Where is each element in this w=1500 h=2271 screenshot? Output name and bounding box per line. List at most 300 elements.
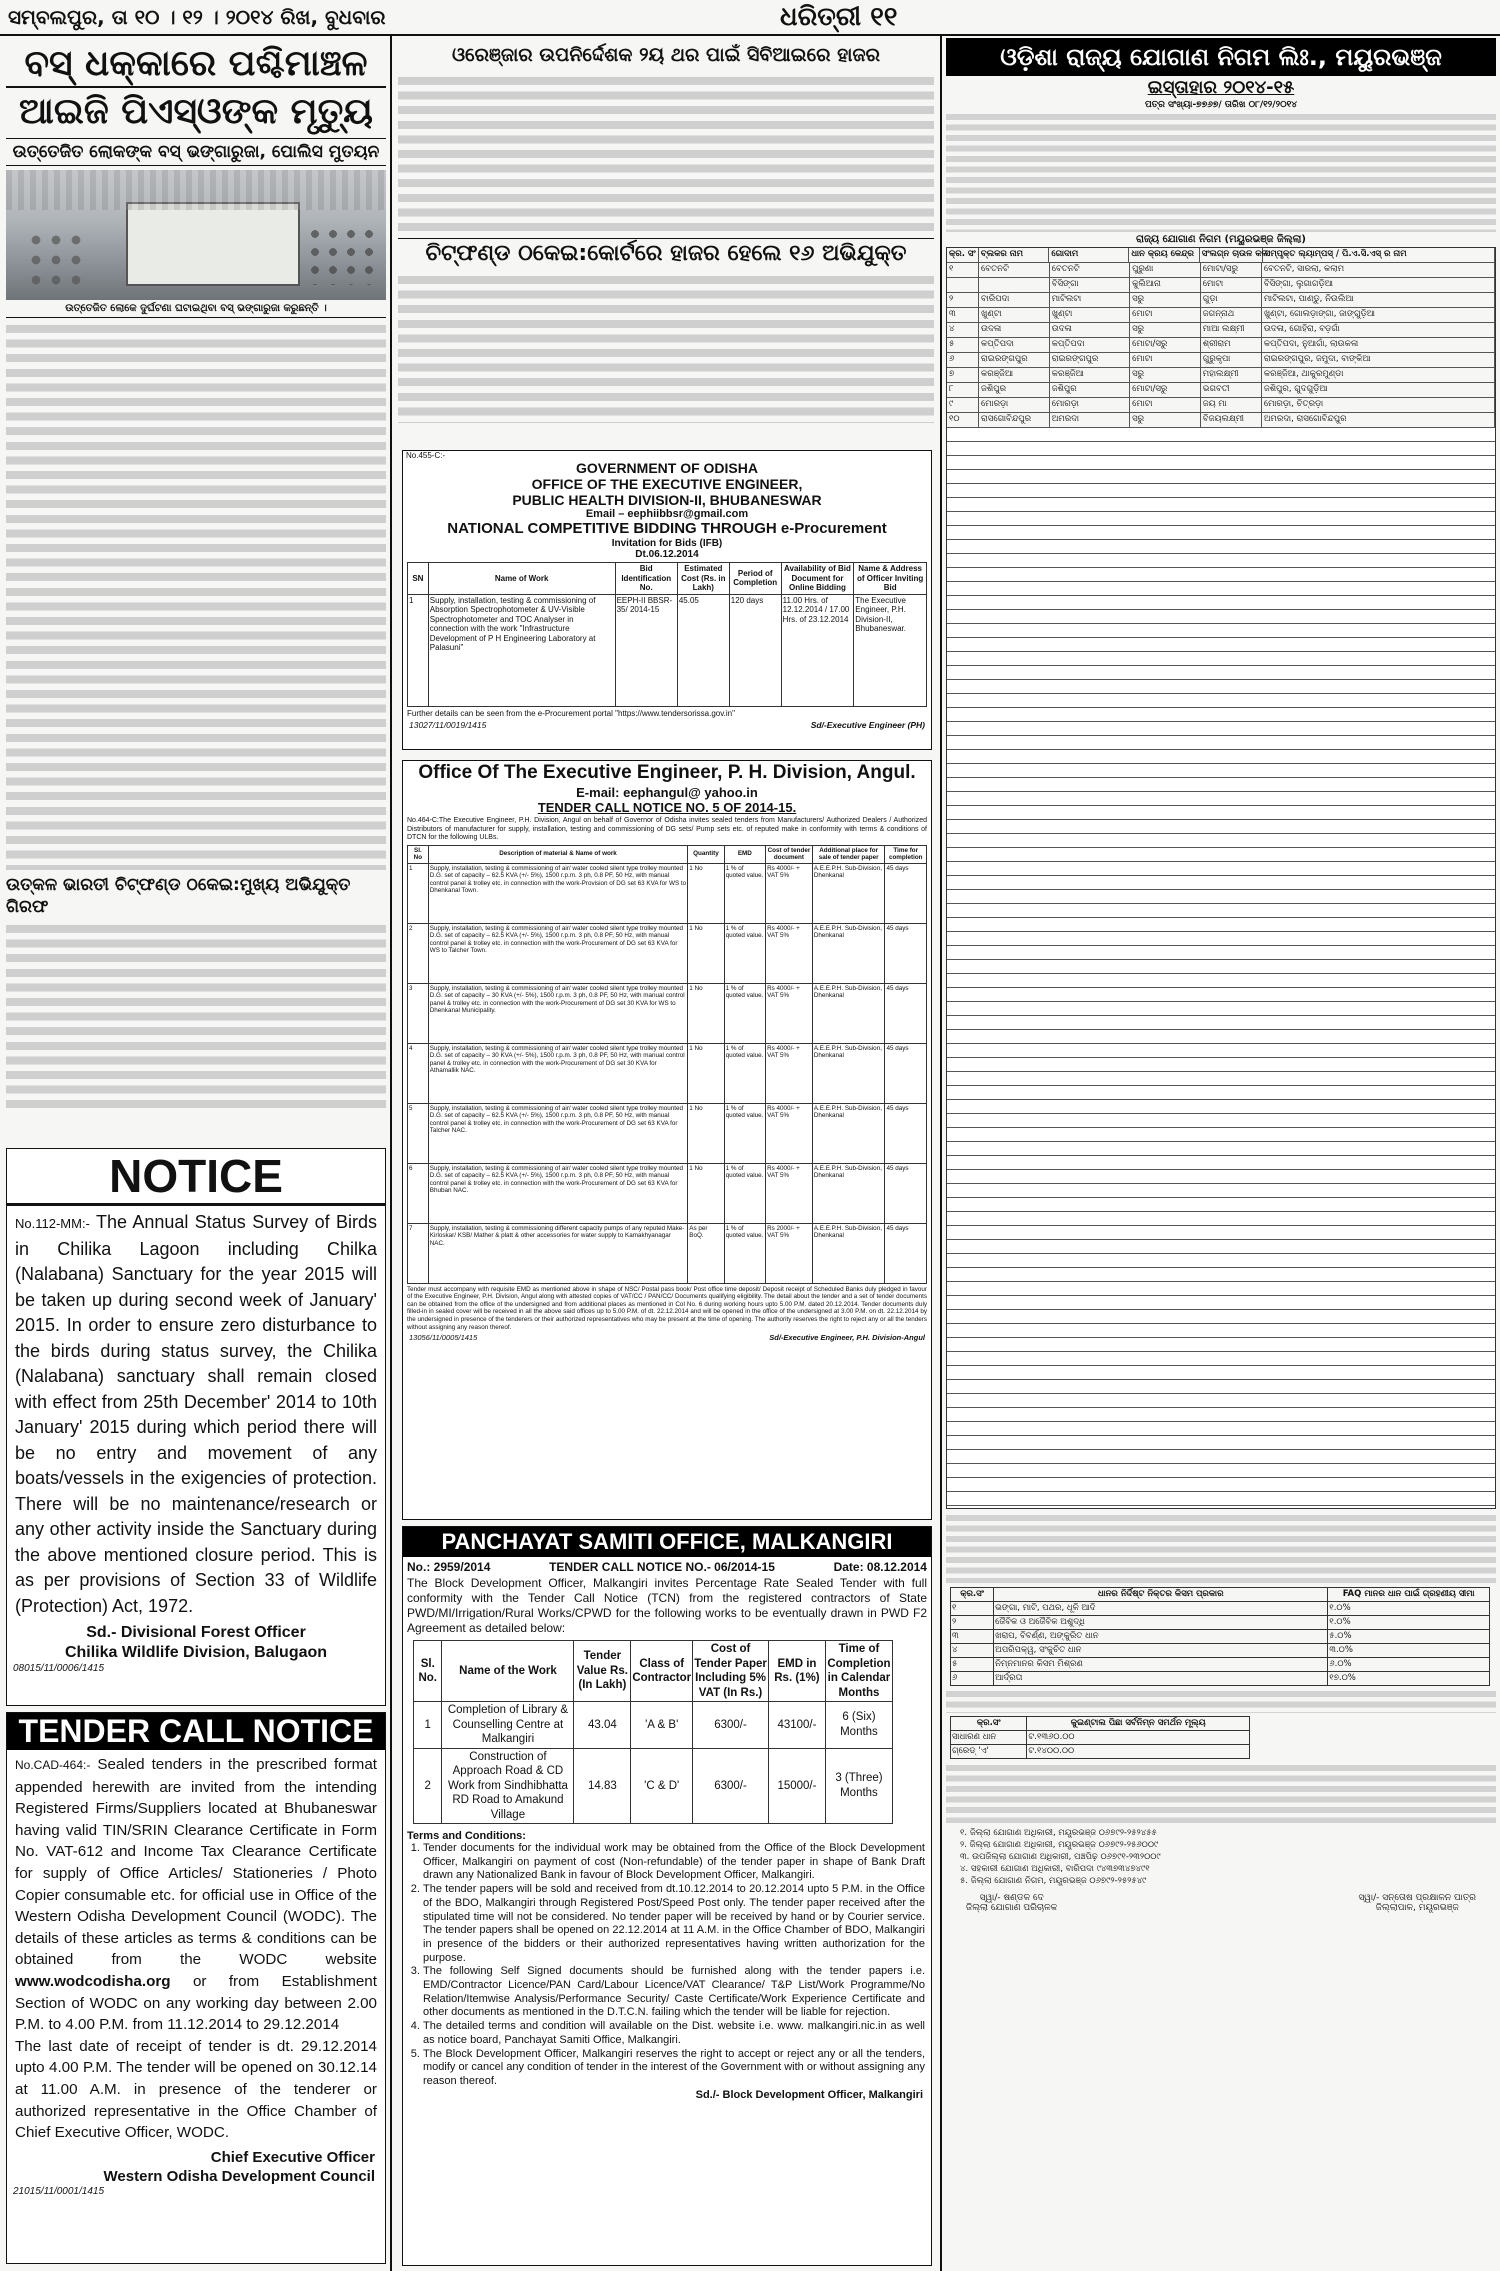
ifb-line-1: GOVERNMENT OF ODISHA [575,460,758,476]
osc-cell: ମୋଟା/ସରୁ [1130,383,1201,397]
angul-cell: Supply, installation, testing & commissioning of air/ water cooled silent type trolley mounted D.G. set of capacity – 62.5 KVA (+/- 5%), 1500 r.p.m. 3 ph, 0.8 PF, 50 Hz, with manual control panel & trolley etc. in connection with the work-Procurement of DG set 63 KVA for WS to Talcher Town. [428,923,688,983]
ifb-cell: Supply, installation, testing & commissioning of Absorption Spectrophotometer & UV-Visible Spectrophotometer and TOC Analyser in connection with the work "Infrastructure Development of P H Engineering Laboratory at Palasuni" [428,594,615,706]
news-photo-bus [6,170,386,300]
angul-cell: Rs 4000/- + VAT 5% [766,863,813,923]
angul-cell: Supply, installation, testing & commissioning different capacity pumps of any reputed Make- Kirloskar/ KSB/ Mather & platt & other accessories for water supply to Kamakhyanagar NAC. [428,1223,688,1283]
osc-cell: କରଞ୍ଜିଆ [1050,368,1130,382]
col2-headline-1: ଓରେଞ୍ଜାର ଉପନିର୍ଦ୍ଦେଶକ ୨ୟ ଥର ପାଇଁ ସିବିଆଇରେ ହାଜର [451,44,881,66]
column-rule [390,36,392,2271]
rate-cell: ୧.୦% [1328,1602,1490,1616]
rate-cell: ନିମ୍ନମାନର କିସମ ମିଶ୍ରଣ [994,1658,1328,1672]
osc-cell: ସରୁ [1130,293,1201,307]
list-item: ୧. ଜିଲ୍ଲା ଯୋଗାଣ ଅଧିକାରୀ, ମୟୂରଭଞ୍ଜ ୦୬୭୯୨-୨୫୨୪୫୫ [960,1828,1157,1838]
angul-cell: 1 % of quoted value. [724,983,766,1043]
table-row [951,1644,1490,1658]
tender-call-box [6,1712,386,2264]
table-row [408,1043,927,1103]
panchayat-table [413,1640,893,1824]
osc-cell: ୧ [947,263,979,277]
angul-intro: No.464-C:The Executive Engineer, P.H. Division, Angul on behalf of Governor of Odisha invites sealed tenders from Manufacturers/ Authorized Dealers / Authorized Distributors of manufacturer for supply, installation, testing and commissioning of DG sets/ Pump sets etc. of reputed make in conformity with terms & conditions of DTCN for the following ULBs. [407,817,927,841]
panchayat-header-cell: Time of Completion in Calendar Months [825,1641,892,1702]
osc-cell: ଧାନ କ୍ରୟ କେନ୍ଦ୍ର [1129,248,1199,262]
rate-cell: ଭଙ୍ଗା, ମାଟି, ପଥର, ଧୂଳି ଆଦି [994,1602,1328,1616]
panchayat-tender-box [402,1526,932,2266]
col1-headline-2: ଆଇଜି ପିଏସ୍‌ଓଙ୍କ ମୃତ୍ୟୁ [19,91,373,132]
angul-cell: A.E.E.P.H. Sub-Division, Dhenkanal [812,923,885,983]
osc-table-title: ରାଜ୍ୟ ଯୋଗାଣ ନିଗମ (ମୟୁରଭଞ୍ଜ ଜିଲ୍ଲା) [1136,234,1306,245]
osc-centre-table [946,247,1496,1509]
ifb-subtitle: Invitation for Bids (IFB) [611,538,723,549]
angul-cell: As per BoQ. [688,1223,724,1283]
angul-cell: 1 No [688,1163,724,1223]
osc-cell: ରାସଗୋବିନ୍ଦପୁର [979,413,1050,427]
table-row [947,413,1495,428]
panchayat-header-cell: Name of the Work [442,1641,574,1702]
ifb-table [407,562,927,707]
osc-cell: ଗୋଦାମ [1049,248,1129,262]
ifb-cell: EEPH-II BBSR-35/ 2014-15 [615,594,677,706]
angul-header-cell: Cost of tender document [766,845,813,863]
list-item: 3. The following Self Signed documents should be furnished along with the tender papers i.e. EMD/Contractor Licence/PAN Card/Labour Licence/VAT Clearance/ T&P List/Work Programme/No Relation/Itemwise Analysis/Performance Security/ Caste Certificate/Work Experience Certificate and other documents as mentioned in the D.T.C.N. failing which the tender will be liable for rejection. [423,1965,925,2020]
panchayat-cell: 3 (Three) Months [825,1748,892,1824]
angul-cell: 1 % of quoted value. [724,1043,766,1103]
ifb-title: NATIONAL COMPETITIVE BIDDING THROUGH e-Procurement [447,520,887,537]
osc-cell: ଅମରଦା [1050,413,1130,427]
column-rule [940,36,942,2271]
osc-cell: ସରୁ [1130,323,1201,337]
osc-cell: ରାଇରଙ୍ଗପୁର, ଜମୁଦା, ବାଙ୍କିଆ [1262,353,1495,367]
osc-cell: ବିଜୟଲକ୍ଷ୍ମୀ [1201,413,1262,427]
table-row [408,1223,927,1283]
osc-cell: ବାରିପଦା [979,293,1050,307]
panchayat-title: PANCHAYAT SAMITI OFFICE, MALKANGIRI [403,1527,931,1557]
angul-cell: Supply, installation, testing & commissioning of air/ water cooled silent type trolley mounted D.G. set of capacity – 62.5 KVA (+/- 5%), 1500 r.p.m. 3 ph, 0.8 PF, 50 Hz, with manual control panel & trolley etc. in connection with the work-Provision of DG set 63 KVA for WS to Dhenkanal Town. [428,863,688,923]
osc-cell: ସରୁ [1130,368,1201,382]
table-row [947,383,1495,398]
angul-cell: 45 days [885,923,927,983]
table-row [414,1748,893,1824]
angul-cell: 1 % of quoted value. [724,1223,766,1283]
rate-cell: ୪ [951,1644,994,1658]
list-item: 1. Tender documents for the individual work may be obtained from the Office of the Block Development Officer, Malkangiri on payment of cost (Non-refundable) of the tender paper in shape of Bank Draft drawn any Nationalized Bank in favour of Block Development Officer, Malkangiri. [423,1842,925,1883]
osc-cell: ମୋରଡ଼ା [1050,398,1130,412]
angul-cell: Supply, installation, testing & commissioning of air/ water cooled silent type trolley mounted D.G. set of capacity – 30 KVA (+/- 5%), 1500 r.p.m. 3 ph, 0.8 PF, 50 Hz, with manual control panel & trolley etc. in connection with the work-Procurement of DG set 30 KVA for WS to Dhenkanal Municipality. [428,983,688,1043]
panchayat-letter-no: No.: 2959/2014 [407,1560,491,1574]
osc-cell: ଉଦଳା [979,323,1050,337]
osc-cell: ୧୦ [947,413,979,427]
angul-header-cell: Additional place for sale of tender paper [812,845,885,863]
panchayat-terms-list [403,1842,931,2089]
angul-cell: 1 No [688,923,724,983]
rate-header-cell: FAQ ମାନର ଧାନ ପାଇଁ ଗ୍ରହଣୀୟ ସୀମା [1328,1588,1490,1602]
panchayat-cell: 'A & B' [631,1702,693,1749]
ifb-box [402,450,932,750]
ifb-email: Email – eephiibbsr@gmail.com [585,508,749,520]
angul-header-cell: Sl. No [408,845,429,863]
panchayat-header-cell: Sl. No. [414,1641,442,1702]
angul-cell: A.E.E.P.H. Sub-Division, Dhenkanal [812,863,885,923]
col1-article-text [6,322,386,870]
angul-title: Office Of The Executive Engineer, P. H. Division, Angul. [418,762,916,783]
osc-notice [946,38,1496,2268]
table-row [947,353,1495,368]
osc-cell: କ୍ର. ସଂ [947,248,979,262]
angul-cell: Supply, installation, testing & commissioning of air/ water cooled silent type trolley mounted D.G. set of capacity – 30 KVA (+/- 5%), 1500 r.p.m. 3 ph, 0.8 PF, 50 Hz, with manual control panel & trolley etc. in connection with the work-Procurement of DG set 30 KVA for Athamallik NAC. [428,1043,688,1103]
ifb-code-top: No.455-C:- [406,451,446,460]
panchayat-header-cell: Class of Contractor [631,1641,693,1702]
angul-cell: Rs 2000/- + VAT 5% [766,1223,813,1283]
rate-cell: ୧୭.୦% [1328,1672,1490,1686]
notice-ref: No.112-MM:- [15,1216,90,1231]
ifb-cell: The Executive Engineer, P.H. Division-II, Bhubaneswar. [854,594,927,706]
osc-subtitle: ଇସ୍ତାହାର ୨୦୧୪-୧୫ [1147,77,1295,98]
list-item: 4. The detailed terms and condition will available on the Dist. website i.e. www. malkangiri.nic.in as well as notice board, Panchayat Samiti Office, Malkangiri. [423,2020,925,2047]
osc-cell: ୫ [947,338,979,352]
osc-mid-text [946,1513,1496,1583]
page-header [0,0,1500,36]
panchayat-header-cell: Cost of Tender Paper Including 5% VAT (In Rs.) [693,1641,769,1702]
ifb-footnote: Further details can be seen from the e-Procurement portal "https://www.tendersorissa.gov.in" [407,708,735,718]
col1-headline-1: ବସ୍ ଧକ୍କାରେ ପଶ୍ଚିମାଞ୍ଚଳ [6,42,386,88]
msp-header-cell: କ୍ର.ସଂ [951,1717,1027,1731]
osc-contacts [946,1827,1496,1887]
osc-cell: ଜଶିପୁର [1050,383,1130,397]
list-item: ୩. ଉପଜିଲ୍ଲା ଯୋଗାଣ ଅଧିକାରୀ, ପଞ୍ଚପିଢ଼ ୦୬୭୯୧-୨୩୨୦୦୯ [960,1852,1161,1862]
osc-cell: ଖୁଣ୍ଟା [979,308,1050,322]
osc-ref: ପତ୍ର ସଂଖ୍ୟା-୭୭୬୭/ ତାରିଖ ୦୮/୧୨/୨୦୧୪ [1144,100,1298,110]
angul-cell: Rs 4000/- + VAT 5% [766,1043,813,1103]
osc-cell: ଜଶିପୁର, ଗୁଦଗୁଡ଼ିଆ [1262,383,1495,397]
angul-notice-no: TENDER CALL NOTICE NO. 5 OF 2014-15. [537,800,797,815]
osc-cell: ଶ୍ରୀରାମ [1201,338,1262,352]
ifb-header-cell: Period of Completion [729,563,781,595]
table-row [408,923,927,983]
rate-cell: ୩.୦% [1328,1644,1490,1658]
osc-cell: ଜଗନ୍ନାଥ [1201,308,1262,322]
ifb-cell: 120 days [729,594,781,706]
table-row [408,1163,927,1223]
panchayat-header-cell: EMD in Rs. (1%) [768,1641,825,1702]
table-row [951,1616,1490,1630]
ifb-header-cell: Name & Address of Officer Inviting Bid [854,563,927,595]
panchayat-cell: 6300/- [693,1702,769,1749]
angul-sign: Sd/-Executive Engineer, P.H. Division-Angul [769,1333,925,1343]
angul-cell: 1 % of quoted value. [724,1163,766,1223]
osc-sign-right-2: ଜିଲ୍ଲାପାଳ, ମୟୂରଭଞ୍ଜ [1375,1903,1459,1913]
notice-body-text: The Annual Status Survey of Birds in Chilika Lagoon including Chilka (Nalabana) Sanctuary for the year 2015 will be taken up during second week of January' 2015. In order to ensure zero disturbance to the birds during status survey, the Chilika (Nalabana) sanctuary shall remain closed with effect from 25th December' 2014 to 10th January' 2015 during which period there will be no entry and movement of any boats/vessels in the exigencies of protection. There will be no maintenance/research or any other activity inside the Sanctuary during the above mentioned closure period. This is as per provisions of Section 33 of Wildlife (Protection) Act, 1972. [15,1212,377,1616]
list-item: ୫. ଜିଲ୍ଲା ଯୋଗାଣ ନିଗମ, ମୟୂରଭଞ୍ଜ ୦୬୭୯୨-୨୫୨୫୪୯ [960,1876,1147,1886]
angul-cell: 1 No [688,983,724,1043]
osc-cell: ବ୍ଲକର ନାମ [979,248,1049,262]
col1-news [6,42,386,1142]
ifb-cell: 11.00 Hrs. of 12.12.2014 / 17.00 Hrs. of 23.12.2014 [781,594,854,706]
col2-article-2 [398,273,934,423]
table-row [947,278,1495,293]
notice-sign-1: Sd.- Divisional Forest Officer [86,1624,306,1641]
osc-quality-table [950,1587,1490,1686]
osc-cell: ଜଶିପୁର [979,383,1050,397]
panchayat-cell: 1 [414,1702,442,1749]
ifb-code: 13027/11/0019/1415 [409,719,487,730]
ifb-header-cell: Availability of Bid Document for Online Bidding [781,563,854,595]
angul-cell: 7 [408,1223,429,1283]
tender-call-body-3: The last date of receipt of tender is dt. 29.12.2014 upto 4.00 P.M. The tender will be opened on 30.12.14 at 11.00 A.M. in presence of the tenderer or authorized representative in the Office Chamber of Chief Executive Officer, WODC. [15,2037,377,2142]
osc-sign-right-1: ସ୍ୱା/- ସନ୍ତୋଷ ପ୍ରକ୍ଷାଳନ ପାତ୍ର [1358,1893,1476,1903]
angul-header-cell: EMD [724,845,766,863]
photo-caption: ଉତ୍ତେଜିତ ଲୋକେ ଦୁର୍ଘଟଣା ଘଟାଇଥିବା ବସ୍ ଭଙ୍ଗାରୁଜା କରୁଛନ୍ତି । [6,300,386,318]
angul-tender-box [402,760,932,1520]
panchayat-cell: 2 [414,1748,442,1824]
angul-cell: 45 days [885,1103,927,1163]
notice-box [6,1148,386,1706]
osc-msp-table [950,1716,1250,1759]
tender-call-sign-1: Chief Executive Officer [210,2148,375,2166]
panchayat-cell: 6300/- [693,1748,769,1824]
osc-cell: ମୋଟା/ସରୁ [1130,338,1201,352]
angul-cell: A.E.E.P.H. Sub-Division, Dhenkanal [812,1163,885,1223]
notice-code: 08015/11/0006/1415 [13,1663,105,1674]
notice-body [7,1206,385,1623]
notice-title: NOTICE [7,1149,385,1206]
rate-cell: ୫ [951,1658,994,1672]
angul-cell: A.E.E.P.H. Sub-Division, Dhenkanal [812,1043,885,1103]
table-row [947,368,1495,383]
panchayat-date: Date: 08.12.2014 [833,1560,927,1574]
osc-cell: ଭଗବତୀ [1201,383,1262,397]
angul-cell: A.E.E.P.H. Sub-Division, Dhenkanal [812,983,885,1043]
rate-cell: ଅପରିପକ୍ୱ, ସଂକୁଚିତ ଧାନ [994,1644,1328,1658]
osc-contact-text [946,1763,1496,1823]
angul-email: E-mail: eephangul@ yahoo.in [576,785,758,800]
osc-cell: ସଂଲଗ୍ନ ଚାଉଳ କଳ [1200,248,1263,262]
ifb-header-cell: SN [408,563,429,595]
osc-cell: ମୋଟା/ସରୁ [1201,263,1262,277]
table-row [947,263,1495,278]
table-row [951,1745,1250,1759]
osc-cell: ଜୟ ମା [1201,398,1262,412]
osc-cell: ମାଆ ଲକ୍ଷ୍ମୀ [1201,323,1262,337]
panchayat-notice-no: TENDER CALL NOTICE NO.- 06/2014-15 [549,1560,775,1574]
panchayat-cell: Construction of Approach Road & CD Work from Sindhibhatta RD Road to Amakund Village [442,1748,574,1824]
tender-call-body-2: or from Establishment Section of WODC on any working day between 2.00 P.M. to 4.00 P.M. from 11.12.2014 to 29.12.2014 [15,1972,377,2034]
ifb-cell: 45.05 [677,594,729,706]
osc-cell [979,278,1050,292]
osc-sign-left-2: ଜିଲ୍ଲା ଯୋଗାଣ ପରିଚାଳକ [966,1903,1058,1913]
osc-cell: ଉଦଳା [1050,323,1130,337]
angul-cell: Rs 4000/- + VAT 5% [766,1163,813,1223]
angul-cell: Rs 4000/- + VAT 5% [766,923,813,983]
tender-call-title: TENDER CALL NOTICE [7,1713,385,1750]
panchayat-cell: 15000/- [768,1748,825,1824]
angul-cell: 3 [408,983,429,1043]
table-row [947,338,1495,353]
tender-call-sign-2: Western Odisha Development Council [103,2167,375,2185]
angul-cell: 1 No [688,1103,724,1163]
osc-cell [947,278,979,292]
table-row [951,1658,1490,1672]
osc-cell: ଅମରଦା, ରାସଗୋବିନ୍ଦପୁର [1262,413,1495,427]
rate-cell: ଆର୍ଦ୍ରତା [994,1672,1328,1686]
tender-call-website[interactable]: www.wodcodisha.org [15,1972,171,1990]
osc-cell: ୪ [947,323,979,337]
angul-cell: Supply, installation, testing & commissioning of air/ water cooled silent type trolley mounted D.G. set of capacity – 62.5 KVA (+/- 5%), 1500 r.p.m. 3 ph, 0.8 PF, 50 Hz, with manual control panel & trolley etc. in connection with the work-Procurement of DG set 63 KVA for Bhuban NAC. [428,1163,688,1223]
rate-cell: ୧.୦% [1328,1616,1490,1630]
panchayat-cell: 43100/- [768,1702,825,1749]
ifb-line-3: PUBLIC HEALTH DIVISION-II, BHUBANESWAR [512,492,822,508]
angul-header-cell: Description of material & Name of work [428,845,688,863]
osc-cell: ରାଇରଙ୍ଗପୁର [1050,353,1130,367]
ifb-header-cell: Bid Identification No. [615,563,677,595]
osc-cell: ଗୁରୁକୃପା [1201,353,1262,367]
rate-cell: ୫.୦% [1328,1630,1490,1644]
panchayat-cell: 'C & D' [631,1748,693,1824]
rate-cell: ୨ [951,1616,994,1630]
osc-cell: ୨ [947,293,979,307]
ifb-cell: 1 [408,594,429,706]
angul-cell: 4 [408,1043,429,1103]
list-item: 5. The Block Development Officer, Malkangiri reserves the right to accept or reject any or all the tenders, modify or cancel any condition of tender in the interest of the Government with or without assigning any reason thereof. [423,2048,925,2089]
panchayat-cell: 43.04 [574,1702,631,1749]
osc-cell: ୬ [947,353,979,367]
list-item: ୪. ସହକାରୀ ଯୋଗାଣ ଅଧିକାରୀ, ବାରିପଦା ୯୪୩୭୩୪୭୪୯୧ [960,1864,1150,1874]
angul-header-cell: Quantity [688,845,724,863]
panchayat-cell: 14.83 [574,1748,631,1824]
table-row [947,323,1495,338]
table-row [408,863,927,923]
angul-cell: Supply, installation, testing & commissioning of air/ water cooled silent type trolley mounted D.G. set of capacity – 62.5 KVA (+/- 5%), 1500 r.p.m. 3 ph, 0.8 PF, 50 Hz, with manual control panel & trolley etc. in connection with the work-Procurement of DG set 63 KVA for Talcher NAC. [428,1103,688,1163]
page-date-line: ସମ୍ବଲପୁର, ତା ୧୦ । ୧୨ । ୨୦୧୪ ରିଖ, ବୁଧବାର [8,5,386,29]
rate-cell: ଖରାପ, ବିବର୍ଣ୍ଣ, ଅଙ୍କୁରିତ ଧାନ [994,1630,1328,1644]
angul-code: 13056/11/0005/1415 [409,1333,478,1343]
notice-sign-2: Chilika Wildlife Division, Balugaon [64,1644,328,1661]
angul-header-cell: Time for completion [885,845,927,863]
osc-cell: ୮ [947,383,979,397]
panchayat-cell: 6 (Six) Months [825,1702,892,1749]
tender-call-ref: No.CAD-464:- [15,1758,91,1772]
osc-cell: ୯ [947,398,979,412]
osc-table-continuation [947,428,1495,1508]
angul-cell: Rs 4000/- + VAT 5% [766,983,813,1043]
angul-cell: 1 % of quoted value. [724,1103,766,1163]
angul-cell: 1 % of quoted value. [724,863,766,923]
osc-cell: କପ୍ତିପଦା, ନୁଆଗାଁ, ଲାଉକଳା [1262,338,1495,352]
angul-cell: 45 days [885,1043,927,1103]
tender-call-body-1: Sealed tenders in the prescribed format appended herewith are invited from the intending Registered Firms/Suppliers located at Bhubaneswar having valid TIN/SRIN Clearance Certificate in Form No. VAT-612 and Income Tax Clearance Certificate for supply of Office Articles/ Stationeries / Photo Copier consumable etc. for official use in Office of the Western Odisha Development Council (WODC). The details of these articles as terms & conditions can be obtained from the WODC website [15,1756,377,1969]
osc-cell: ସମ୍ପୃକ୍ତ ଲ୍ୟାମ୍ପସ୍ / ପି.ଏ.ସି.ଏସ୍ ର ନାମ [1263,248,1495,262]
angul-cell: 5 [408,1103,429,1163]
list-item: 2. The tender papers will be sold and received from dt.10.12.2014 to 20.12.2014 upto 5 P.M. in the Office of the BDO, Malkangiri through Registered Post/Speed Post only. The tender paper received after the stipulated time will not be considered. No tender paper will be received by hand or by Courier service. The tender papers shall be opened on 22.12.2014 at 11 A.M. in the Office Chamber of BDO, Malkangiri in presence of the bidders or their authorized representatives having written authorization for the purpose. [423,1883,925,1965]
angul-cell: A.E.E.P.H. Sub-Division, Dhenkanal [812,1103,885,1163]
osc-cell: ବେତନଟି [979,263,1050,277]
ifb-date: Dt.06.12.2014 [635,549,699,560]
panchayat-intro: The Block Development Officer, Malkangiri invites Percentage Rate Sealed Tender with full conformity with the Tender Call Notice (TCN) from the registered contractors of State PWD/MI/Irrigation/Rural Works/CPWD for the following works to be eventually drawn in PWD F2 Agreement as detailed below: [407,1576,927,1635]
angul-cell: Rs 4000/- + VAT 5% [766,1103,813,1163]
osc-cell: ଉଦଳା, ଗୋହିରା, ବଡ଼ଗାଁ [1262,323,1495,337]
tender-call-code: 21015/11/0001/1415 [13,2185,105,2197]
angul-cell: 45 days [885,1223,927,1283]
rate-header-cell: କ୍ର.ସଂ [951,1588,994,1602]
table-row [408,983,927,1043]
col2-article-1 [398,74,934,234]
ifb-header-cell: Name of Work [428,563,615,595]
tender-call-body [7,1750,385,2148]
table-row [951,1602,1490,1616]
osc-cell: କରଞ୍ଜିଆ [979,368,1050,382]
angul-table [407,845,927,1284]
osc-intro-text [946,112,1496,232]
osc-cell: କପ୍ତିପଦା [1050,338,1130,352]
rate-cell: ୧ [951,1602,994,1616]
angul-cell: 45 days [885,1163,927,1223]
msp-cell: ଟ.୧୩୬୦.୦୦ [1027,1731,1250,1745]
osc-cell: ମାଟିଲଟା [1050,293,1130,307]
osc-cell: ମାଟିଲଟା, ପାଣ୍ଡୁ, ନିଉଲିଆ [1262,293,1495,307]
ifb-sign: Sd/-Executive Engineer (PH) [810,719,925,730]
osc-cell: ମହାଲକ୍ଷ୍ମୀ [1201,368,1262,382]
msp-cell: ଗ୍ରେଡ୍ 'ଏ' [951,1745,1027,1759]
col2-news [398,42,934,442]
angul-cell: 1 [408,863,429,923]
panchayat-cell: Completion of Library & Counselling Centre at Malkangiri [442,1702,574,1749]
osc-cell: ଖୁଣ୍ଟା, ଗୋଲଡ଼ାଙ୍ଗା, ଜାଙ୍ଗୁଡ଼ିଆ [1262,308,1495,322]
col2-headline-2: ଚିଟ୍‌ଫଣ୍ଡ ଠକେଇ:କୋର୍ଟରେ ହାଜର ହେଲେ ୧୬ ଅଭିଯୁକ୍ତ [398,238,934,269]
page-paper-name: ଧରିତ୍ରୀ ୧୧ [780,2,898,32]
osc-cell: ମୋଟା [1201,278,1262,292]
osc-cell: କରଞ୍ଜିଆ, ଥାକୁରମୁଣ୍ଡା [1262,368,1495,382]
osc-cell: ବିସିଙ୍ଗା [1050,278,1130,292]
osc-cell: ବିସିଙ୍ଗା, ଲୁଗାଗଡ଼ିଆ [1262,278,1495,292]
panchayat-terms-title: Terms and Conditions: [407,1830,526,1842]
angul-cell: 1 No [688,1043,724,1103]
osc-cell: କୁଲିଆନା [1130,278,1201,292]
table-row [947,398,1495,413]
osc-sign-left-1: ସ୍ୱା/- ଷଣ୍ଡଳ ଦେ [979,1893,1044,1903]
msp-cell: ଟ.୧୪୦୦.୦୦ [1027,1745,1250,1759]
rate-cell: ୬.୦% [1328,1658,1490,1672]
rate-cell: ୬ [951,1672,994,1686]
rate-header-cell: ଧାନର ନିର୍ଦ୍ଦିଷ୍ଟ ନିକ୍ତର କିସମ ପ୍ରକାର [994,1588,1328,1602]
angul-cell: 6 [408,1163,429,1223]
table-row [947,293,1495,308]
osc-cell: ୩ [947,308,979,322]
osc-cell: ମୋଟା [1130,308,1201,322]
angul-terms: Tender must accompany with requisite EMD as mentioned above in shape of NSC/ Postal pass book/ Post office time deposit/ Deposit receipt of Scheduled Banks duly pledged in favour of the Executive Engineer, P.H. Division, Angul along with attested copies of VAT/CC / PAN/CC/ Documents qualifying eligibility. The detail about the tender and a set of tender documents can be obtained from the office of the undersigned and from additional places as mentioned in Col No. 6 during working hours upto 5.00 P.M. dated 20.12.2014. Tender documents duly filled-in in sealed cover will be received in all the above said offices up to 5.00 P.M. of dt. 22.12.2014 and will be opened in the office of the undersigned at 3.00 P.M. on dt. 22.12.2014 by the undersigned in presence of the tenderers or their authorized representatives who may be present at the time of opening. The authority reserves the right to reject any or all the tenders without assigning any reason thereof. [407,1285,927,1331]
angul-cell: A.E.E.P.H. Sub-Division, Dhenkanal [812,1223,885,1283]
table-row [408,1103,927,1163]
col1-story2-headline: ଉତ୍କଳ ଭାରତୀ ଚିଟ୍‌ଫଣ୍ଡ ଠକେଇ:ମୁଖ୍ୟ ଅଭିଯୁକ୍ତ ଗିରଫ [6,875,351,917]
msp-header-cell: କୁଇଣ୍ଟାଲ ପିଛା ସର୍ବନିମ୍ନ ସମର୍ଥନ ମୂଲ୍ୟ [1027,1717,1250,1731]
osc-cell: ମୋଟା [1130,353,1201,367]
angul-cell: 2 [408,923,429,983]
angul-cell: 45 days [885,863,927,923]
osc-header-row [947,248,1495,263]
osc-title: ଓଡ଼ିଶା ରାଜ୍ୟ ଯୋଗାଣ ନିଗମ ଲିଃ., ମୟୁରଭଞ୍ଜ [946,38,1496,76]
osc-cell: ମୋରଡ଼ା [979,398,1050,412]
table-row [947,308,1495,323]
osc-cell: ରାଇରଙ୍ଗପୁର [979,353,1050,367]
ifb-line-2: OFFICE OF THE EXECUTIVE ENGINEER, [531,476,803,492]
osc-cell: ଗୁଡ଼ା [1201,293,1262,307]
osc-cell: ପୁରୁଣା [1130,263,1201,277]
table-row [951,1672,1490,1686]
osc-cell: ମୋରଡ଼ା, ଚିତ୍ରଡ଼ା [1262,398,1495,412]
panchayat-header-cell: Tender Value Rs. (In Lakh) [574,1641,631,1702]
osc-cell: ସରୁ [1130,413,1201,427]
angul-cell: 1 No [688,863,724,923]
osc-cell: ବେତନଟି, ସାରଲା, କଲାମ [1262,263,1495,277]
col1-story2-text [6,922,386,1108]
msp-cell: ସାଧାରଣ ଧାନ [951,1731,1027,1745]
